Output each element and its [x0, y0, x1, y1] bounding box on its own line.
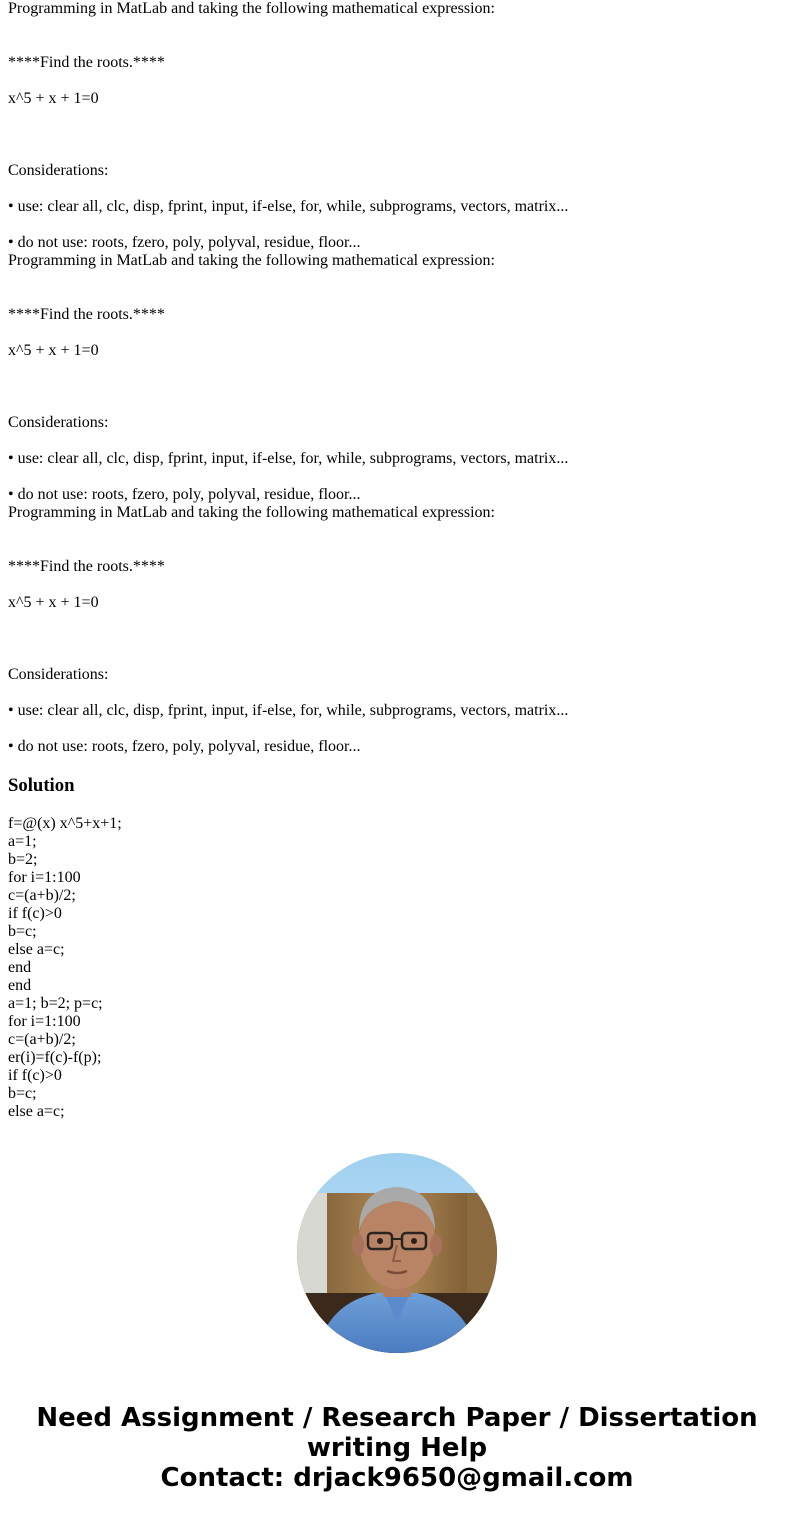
use-item: • use: clear all, clc, disp, fprint, input, if-else, for, while, subprograms, vectors, matrix... — [8, 450, 569, 467]
solution-heading: Solution — [8, 775, 75, 796]
footer-line-2: writing Help — [306, 1433, 488, 1463]
avatar-portrait-image — [297, 1153, 497, 1353]
code-line: f=@(x) x^5+x+1; — [8, 815, 122, 832]
code-line: b=c; — [8, 1085, 37, 1102]
considerations-label: Considerations: — [8, 666, 109, 683]
question-intro: Programming in MatLab and taking the following mathematical expression: — [8, 0, 495, 17]
code-line: c=(a+b)/2; — [8, 887, 76, 904]
code-line: a=1; b=2; p=c; — [8, 995, 103, 1012]
code-line: else a=c; — [8, 1103, 65, 1120]
code-line: if f(c)>0 — [8, 905, 62, 922]
code-line: a=1; — [8, 833, 37, 850]
document-content — [8, 0, 778, 1122]
use-item: • use: clear all, clc, disp, fprint, input, if-else, for, while, subprograms, vectors, matrix... — [8, 702, 569, 719]
footer-promo — [0, 1403, 794, 1493]
question-task: ****Find the roots.**** — [8, 558, 165, 575]
question-intro: Programming in MatLab and taking the following mathematical expression: — [8, 252, 495, 269]
question-block-2 — [8, 252, 778, 504]
question-block-1 — [8, 0, 778, 252]
code-line: c=(a+b)/2; — [8, 1031, 76, 1048]
code-line: end — [8, 977, 32, 994]
solution-code — [8, 815, 778, 1121]
do-not-use-item: • do not use: roots, fzero, poly, polyval, residue, floor... — [8, 738, 361, 755]
code-line: er(i)=f(c)-f(p); — [8, 1049, 102, 1066]
question-task: ****Find the roots.**** — [8, 54, 165, 71]
do-not-use-item: • do not use: roots, fzero, poly, polyval, residue, floor... — [8, 486, 361, 503]
code-line: for i=1:100 — [8, 869, 81, 886]
question-task: ****Find the roots.**** — [8, 306, 165, 323]
considerations-label: Considerations: — [8, 162, 109, 179]
use-item: • use: clear all, clc, disp, fprint, input, if-else, for, while, subprograms, vectors, matrix... — [8, 198, 569, 215]
question-expression: x^5 + x + 1=0 — [8, 594, 99, 611]
do-not-use-item: • do not use: roots, fzero, poly, polyval, residue, floor... — [8, 234, 361, 251]
question-expression: x^5 + x + 1=0 — [8, 90, 99, 107]
code-line: else a=c; — [8, 941, 65, 958]
question-intro: Programming in MatLab and taking the following mathematical expression: — [8, 504, 495, 521]
code-line: b=2; — [8, 851, 38, 868]
code-line: end — [8, 959, 32, 976]
avatar — [297, 1153, 497, 1353]
considerations-label: Considerations: — [8, 414, 109, 431]
question-expression: x^5 + x + 1=0 — [8, 342, 99, 359]
code-line: if f(c)>0 — [8, 1067, 62, 1084]
question-block-3 — [8, 504, 778, 756]
footer-line-1: Need Assignment / Research Paper / Dissertation — [36, 1403, 758, 1433]
code-line: b=c; — [8, 923, 37, 940]
footer-contact: Contact: drjack9650@gmail.com — [160, 1463, 634, 1493]
code-line: for i=1:100 — [8, 1013, 81, 1030]
